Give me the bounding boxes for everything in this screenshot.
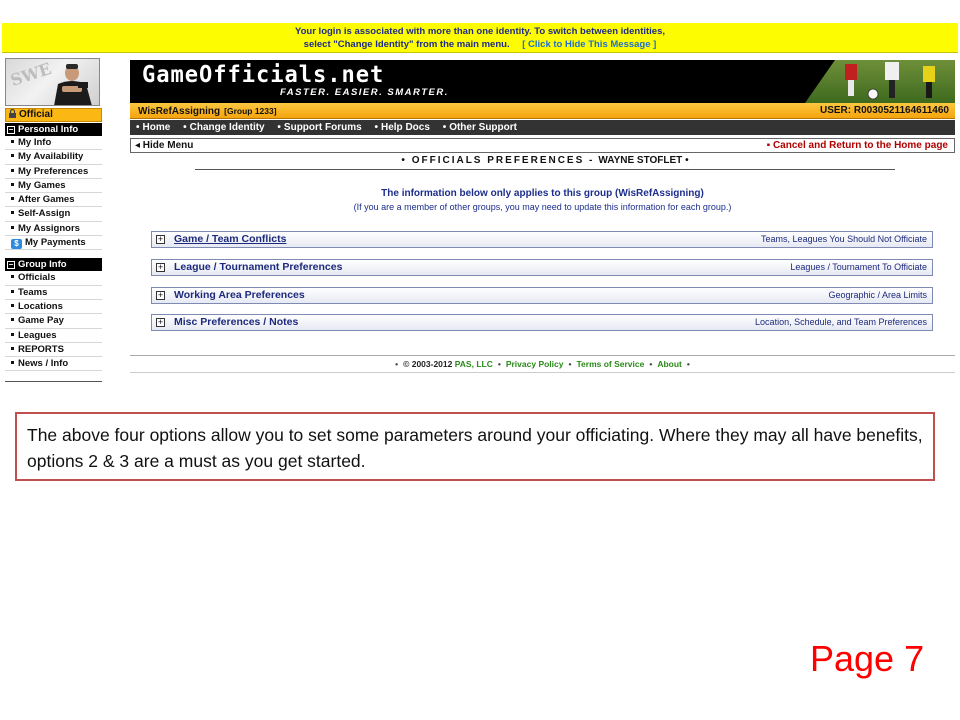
bullet-icon	[11, 275, 14, 278]
sidebar-item-label: Locations	[18, 300, 63, 312]
sidebar-divider	[5, 381, 102, 382]
bullet-icon	[11, 318, 14, 321]
bullet-icon	[11, 183, 14, 186]
bullet-icon	[11, 304, 14, 307]
sidebar-item-locations[interactable]	[5, 300, 102, 314]
pref-description: Leagues / Tournament To Officiate	[790, 262, 927, 272]
expand-icon[interactable]: +	[157, 234, 164, 244]
group-bar	[130, 103, 955, 119]
pref-title[interactable]: Misc Preferences / Notes	[174, 316, 299, 328]
collapse-icon: −	[8, 125, 14, 134]
personal-info-label: Personal Info	[18, 124, 79, 135]
sidebar-item-reports[interactable]	[5, 343, 102, 357]
bullet-icon	[11, 361, 14, 364]
pref-row-misc-notes[interactable]	[151, 314, 933, 331]
expand-icon[interactable]: +	[157, 317, 164, 327]
sidebar-item-label: Game Pay	[18, 315, 64, 327]
hide-menu-button[interactable]: ◂ Hide Menu	[135, 140, 194, 151]
sidebar-item-label: My Preferences	[18, 165, 89, 177]
pref-description: Geographic / Area Limits	[828, 290, 927, 300]
main-nav	[130, 120, 955, 135]
site-footer: • © 2003-2012 PAS, LLC • Privacy Policy • Terms of Service • About •	[395, 359, 690, 369]
terms-of-service-link[interactable]: Terms of Service	[576, 359, 645, 369]
site-header	[130, 60, 955, 103]
sidebar-item-teams[interactable]	[5, 286, 102, 300]
sidebar-item-my-availability[interactable]	[5, 150, 102, 164]
bullet-icon	[11, 197, 14, 200]
group-number: [Group 1233]	[224, 106, 277, 116]
nav-other-support[interactable]: • Other Support	[443, 122, 517, 133]
pref-description: Teams, Leagues You Should Not Officiate	[761, 234, 927, 244]
sidebar-item-news-info[interactable]	[5, 357, 102, 371]
role-label: Official	[19, 109, 53, 120]
bullet-icon	[11, 169, 14, 172]
user-id: R0030521164611460	[853, 105, 949, 116]
notice-line-2-text: select "Change Identity" from the main menu.	[303, 39, 510, 50]
personal-info-header[interactable]	[5, 123, 102, 136]
sidebar-item-label: Officials	[18, 272, 56, 284]
expand-icon[interactable]: +	[157, 262, 164, 272]
bullet-icon	[11, 290, 14, 293]
sidebar-item-label: Leagues	[18, 329, 57, 341]
soccer-action-photo	[805, 60, 955, 103]
copyright: © 2003-2012	[403, 359, 453, 369]
sidebar-item-my-payments[interactable]	[5, 236, 102, 250]
role-indicator[interactable]	[5, 108, 102, 122]
menu-toolbar	[130, 138, 955, 153]
sidebar-item-leagues[interactable]	[5, 329, 102, 343]
site-tagline: FASTER. EASIER. SMARTER.	[280, 87, 449, 98]
expand-icon[interactable]: +	[157, 290, 164, 300]
bullet-icon	[11, 211, 14, 214]
lock-icon	[8, 109, 17, 118]
nav-support-forums[interactable]: • Support Forums	[277, 122, 361, 133]
sidebar-item-label: My Availability	[18, 151, 84, 163]
group-info-label: Group Info	[18, 259, 67, 271]
official-photo	[48, 62, 98, 106]
sidebar-item-after-games[interactable]	[5, 193, 102, 207]
footer-divider	[130, 355, 955, 356]
pref-row-working-area[interactable]	[151, 287, 933, 304]
pref-title[interactable]: Game / Team Conflicts	[174, 233, 287, 245]
watermark-logo: SWE	[8, 59, 54, 90]
bullet-icon	[11, 140, 14, 143]
profile-avatar	[5, 58, 100, 106]
notice-line-1: Your login is associated with more than one identity. To switch between identities,	[294, 26, 666, 37]
sidebar-item-label: Teams	[18, 286, 48, 298]
payments-icon: $	[11, 239, 22, 249]
cancel-return-home-link[interactable]: ▪ Cancel and Return to the Home page	[766, 140, 948, 151]
instruction-callout: The above four options allow you to set some parameters around your officiating. Where they may all have benefits, options 2 & 3 are a must as you get started.	[15, 412, 935, 481]
nav-help-docs[interactable]: • Help Docs	[374, 122, 429, 133]
nav-change-identity[interactable]: • Change Identity	[183, 122, 265, 133]
user-label: USER:	[819, 105, 852, 116]
pref-title[interactable]: Working Area Preferences	[174, 289, 305, 301]
sidebar-item-label: My Payments	[25, 237, 86, 249]
page-number: Page 7	[810, 638, 925, 679]
sidebar-item-label: My Assignors	[18, 222, 80, 234]
sidebar-item-label: My Games	[18, 179, 66, 191]
hide-message-link[interactable]: [ Click to Hide This Message ]	[522, 39, 657, 50]
sidebar-item-label: REPORTS	[18, 343, 64, 355]
footer-divider	[130, 372, 955, 373]
collapse-icon: −	[8, 260, 14, 270]
bullet-icon	[11, 226, 14, 229]
sidebar-item-self-assign[interactable]	[5, 207, 102, 221]
notice-line-2	[2, 38, 958, 51]
pref-title[interactable]: League / Tournament Preferences	[174, 261, 343, 273]
sidebar-item-game-pay[interactable]	[5, 314, 102, 328]
group-info-note: The information below only applies to this group (WisRefAssigning)	[381, 188, 704, 199]
sidebar-item-my-assignors[interactable]	[5, 222, 102, 236]
pref-row-game-team-conflicts[interactable]	[151, 231, 933, 248]
sidebar-item-label: After Games	[18, 194, 75, 206]
nav-home[interactable]: • Home	[136, 122, 170, 133]
sidebar-item-officials[interactable]	[5, 271, 102, 285]
group-name-text: WisRefAssigning	[138, 106, 221, 117]
site-logo[interactable]: GameOfficials.net	[142, 62, 385, 88]
official-name: WAYNE STOFLET •	[598, 155, 689, 166]
sidebar-item-label: Self-Assign	[18, 208, 71, 220]
sidebar-item-my-games[interactable]	[5, 179, 102, 193]
privacy-policy-link[interactable]: Privacy Policy	[505, 359, 564, 369]
user-info	[820, 103, 949, 119]
left-sidebar	[5, 58, 102, 382]
pref-row-league-tournament[interactable]	[151, 259, 933, 276]
group-info-header[interactable]	[5, 258, 102, 271]
group-name	[138, 103, 277, 120]
bullet-icon	[11, 154, 14, 157]
pref-description: Location, Schedule, and Team Preferences	[755, 317, 927, 327]
page-title	[195, 154, 895, 170]
sidebar-item-label: News / Info	[18, 358, 69, 370]
sidebar-item-label: My Info	[18, 137, 52, 148]
about-link[interactable]: About	[657, 359, 682, 369]
company-link[interactable]: PAS, LLC	[454, 359, 493, 369]
bullet-icon	[11, 347, 14, 350]
page-title-text: • OFFICIALS PREFERENCES -	[401, 155, 595, 166]
bullet-icon	[11, 333, 14, 336]
identity-notice-banner	[2, 23, 958, 53]
group-info-subnote: (If you are a member of other groups, you may need to update this information for each group.)	[353, 202, 732, 212]
sidebar-item-my-preferences[interactable]	[5, 165, 102, 179]
sidebar-item-my-info[interactable]	[5, 136, 102, 150]
